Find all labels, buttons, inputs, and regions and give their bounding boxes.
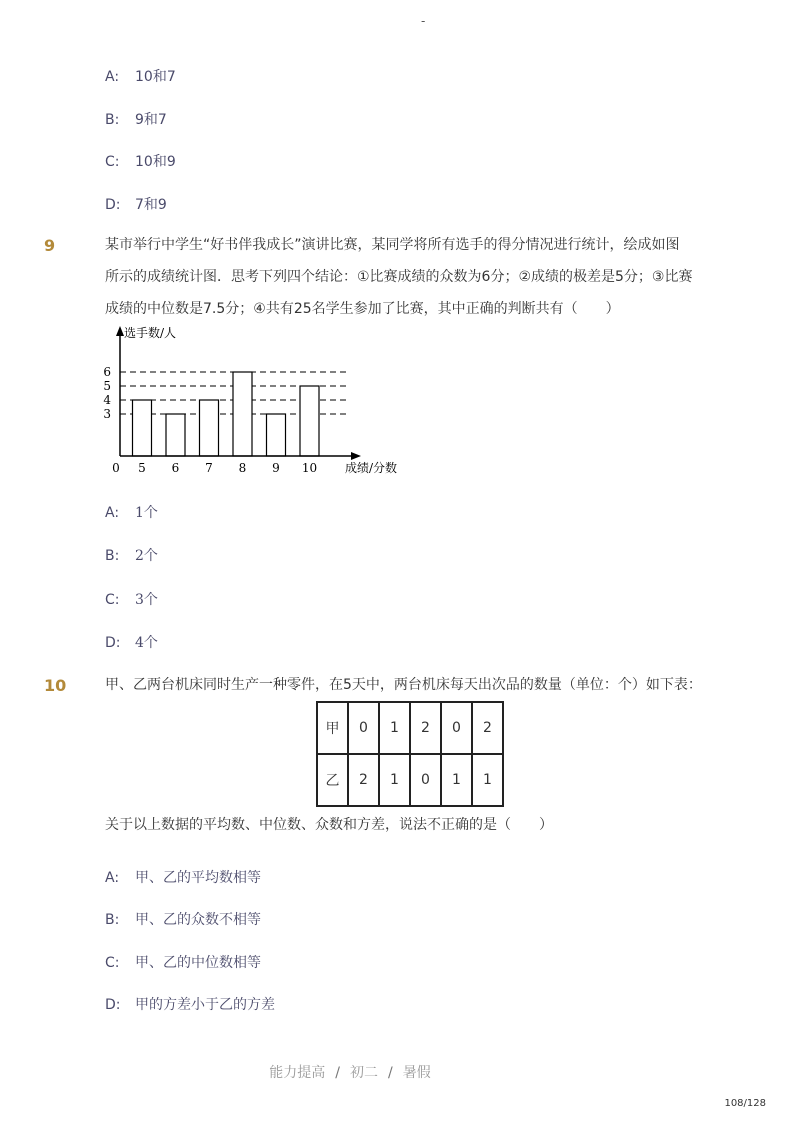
defect-table <box>316 701 504 807</box>
question-9-text <box>105 229 715 325</box>
option-label: B: <box>105 548 120 564</box>
table-cell: 0 <box>441 702 472 754</box>
page-number: 108/128 <box>724 1098 766 1109</box>
row-header: 乙 <box>317 754 348 806</box>
option-text: 7和9 <box>135 197 167 213</box>
q8-option-b <box>105 109 167 129</box>
option-text: 2个 <box>135 548 158 564</box>
footer-grade: 初二 <box>350 1065 378 1081</box>
y-tick-label: 5 <box>103 379 111 393</box>
x-tick-label: 10 <box>301 461 318 475</box>
table-cell: 2 <box>348 754 379 806</box>
footer-separator: / <box>388 1065 393 1081</box>
option-label: C: <box>105 592 120 608</box>
option-text: 甲的方差小于乙的方差 <box>135 997 275 1013</box>
bar <box>233 372 252 456</box>
question-9-line-3: 成绩的中位数是7.5分；④共有25名学生参加了比赛，其中正确的判断共有（ ） <box>105 301 620 317</box>
option-text: 4个 <box>135 635 158 651</box>
option-text: 甲、乙的中位数相等 <box>135 955 261 971</box>
option-label: A: <box>105 870 120 886</box>
table-row <box>317 702 503 754</box>
option-text: 甲、乙的平均数相等 <box>135 870 261 886</box>
question-9-line-1: 某市举行中学生“好书伴我成长”演讲比赛，某同学将所有选手的得分情况进行统计，绘成如图 <box>105 237 680 253</box>
x-tick-label: 5 <box>138 461 146 475</box>
footer-term: 暑假 <box>402 1065 431 1081</box>
option-label: D: <box>105 197 121 213</box>
bar <box>267 414 286 456</box>
y-tick-label: 4 <box>103 393 111 407</box>
q9-option-a <box>105 502 158 522</box>
option-label: D: <box>105 997 121 1013</box>
option-label: A: <box>105 69 120 85</box>
q8-option-a <box>105 66 176 86</box>
option-label: A: <box>105 505 120 521</box>
page-footer <box>0 1062 700 1082</box>
row-header: 甲 <box>317 702 348 754</box>
option-label: D: <box>105 635 121 651</box>
table-cell: 0 <box>410 754 441 806</box>
option-label: C: <box>105 955 120 971</box>
q10-option-b <box>105 909 261 929</box>
question-number-9: 9 <box>44 236 56 255</box>
y-tick-label: 6 <box>103 365 111 379</box>
table-cell: 1 <box>441 754 472 806</box>
q9-option-b <box>105 545 158 565</box>
question-10-stem: 甲、乙两台机床同时生产一种零件，在5天中，两台机床每天出次品的数量（单位：个）如下表： <box>105 677 702 693</box>
option-label: B: <box>105 112 120 128</box>
option-text: 3个 <box>135 592 158 608</box>
bar <box>133 400 152 456</box>
score-bar-chart <box>95 322 415 482</box>
top-mark: - <box>421 14 426 28</box>
table-cell: 0 <box>348 702 379 754</box>
y-tick-label: 3 <box>103 407 111 421</box>
option-label: C: <box>105 154 120 170</box>
option-label: B: <box>105 912 120 928</box>
question-9-line-2: 所示的成绩统计图．思考下列四个结论：①比赛成绩的众数为6分；②成绩的极差是5分；③比赛 <box>105 269 693 285</box>
q8-option-d <box>105 194 167 214</box>
option-text: 甲、乙的众数不相等 <box>135 912 261 928</box>
table-cell: 1 <box>472 754 503 806</box>
x-tick-label: 9 <box>272 461 280 475</box>
x-axis-title: 成绩/分数 <box>345 461 398 475</box>
option-text: 10和7 <box>135 69 176 85</box>
table-cell: 2 <box>472 702 503 754</box>
x-tick-label: 6 <box>171 461 180 475</box>
question-10-text: 关于以上数据的平均数、中位数、众数和方差，说法不正确的是（ ） <box>105 817 553 833</box>
option-text: 1个 <box>135 505 158 521</box>
q9-option-c <box>105 589 158 609</box>
x-tick-label: 7 <box>205 461 213 475</box>
table-cell: 2 <box>410 702 441 754</box>
option-text: 10和9 <box>135 154 176 170</box>
bar <box>200 400 219 456</box>
table-cell: 1 <box>379 702 410 754</box>
option-text: 9和7 <box>135 112 167 128</box>
question-number-10: 10 <box>44 676 67 695</box>
x-tick-label: 8 <box>238 461 247 475</box>
q10-option-c <box>105 952 261 972</box>
y-axis-arrow <box>116 326 124 336</box>
bar <box>300 386 319 456</box>
q10-option-a <box>105 867 261 887</box>
table-cell: 1 <box>379 754 410 806</box>
q9-option-d <box>105 632 158 652</box>
x-axis-arrow <box>351 452 361 460</box>
y-axis-title: 选手数/人 <box>124 326 177 340</box>
footer-separator: / <box>335 1065 340 1081</box>
origin-label: 0 <box>112 461 120 475</box>
bar <box>166 414 185 456</box>
table-row <box>317 754 503 806</box>
footer-level: 能力提高 <box>269 1065 326 1081</box>
q8-option-c <box>105 151 176 171</box>
q10-option-d <box>105 994 275 1014</box>
